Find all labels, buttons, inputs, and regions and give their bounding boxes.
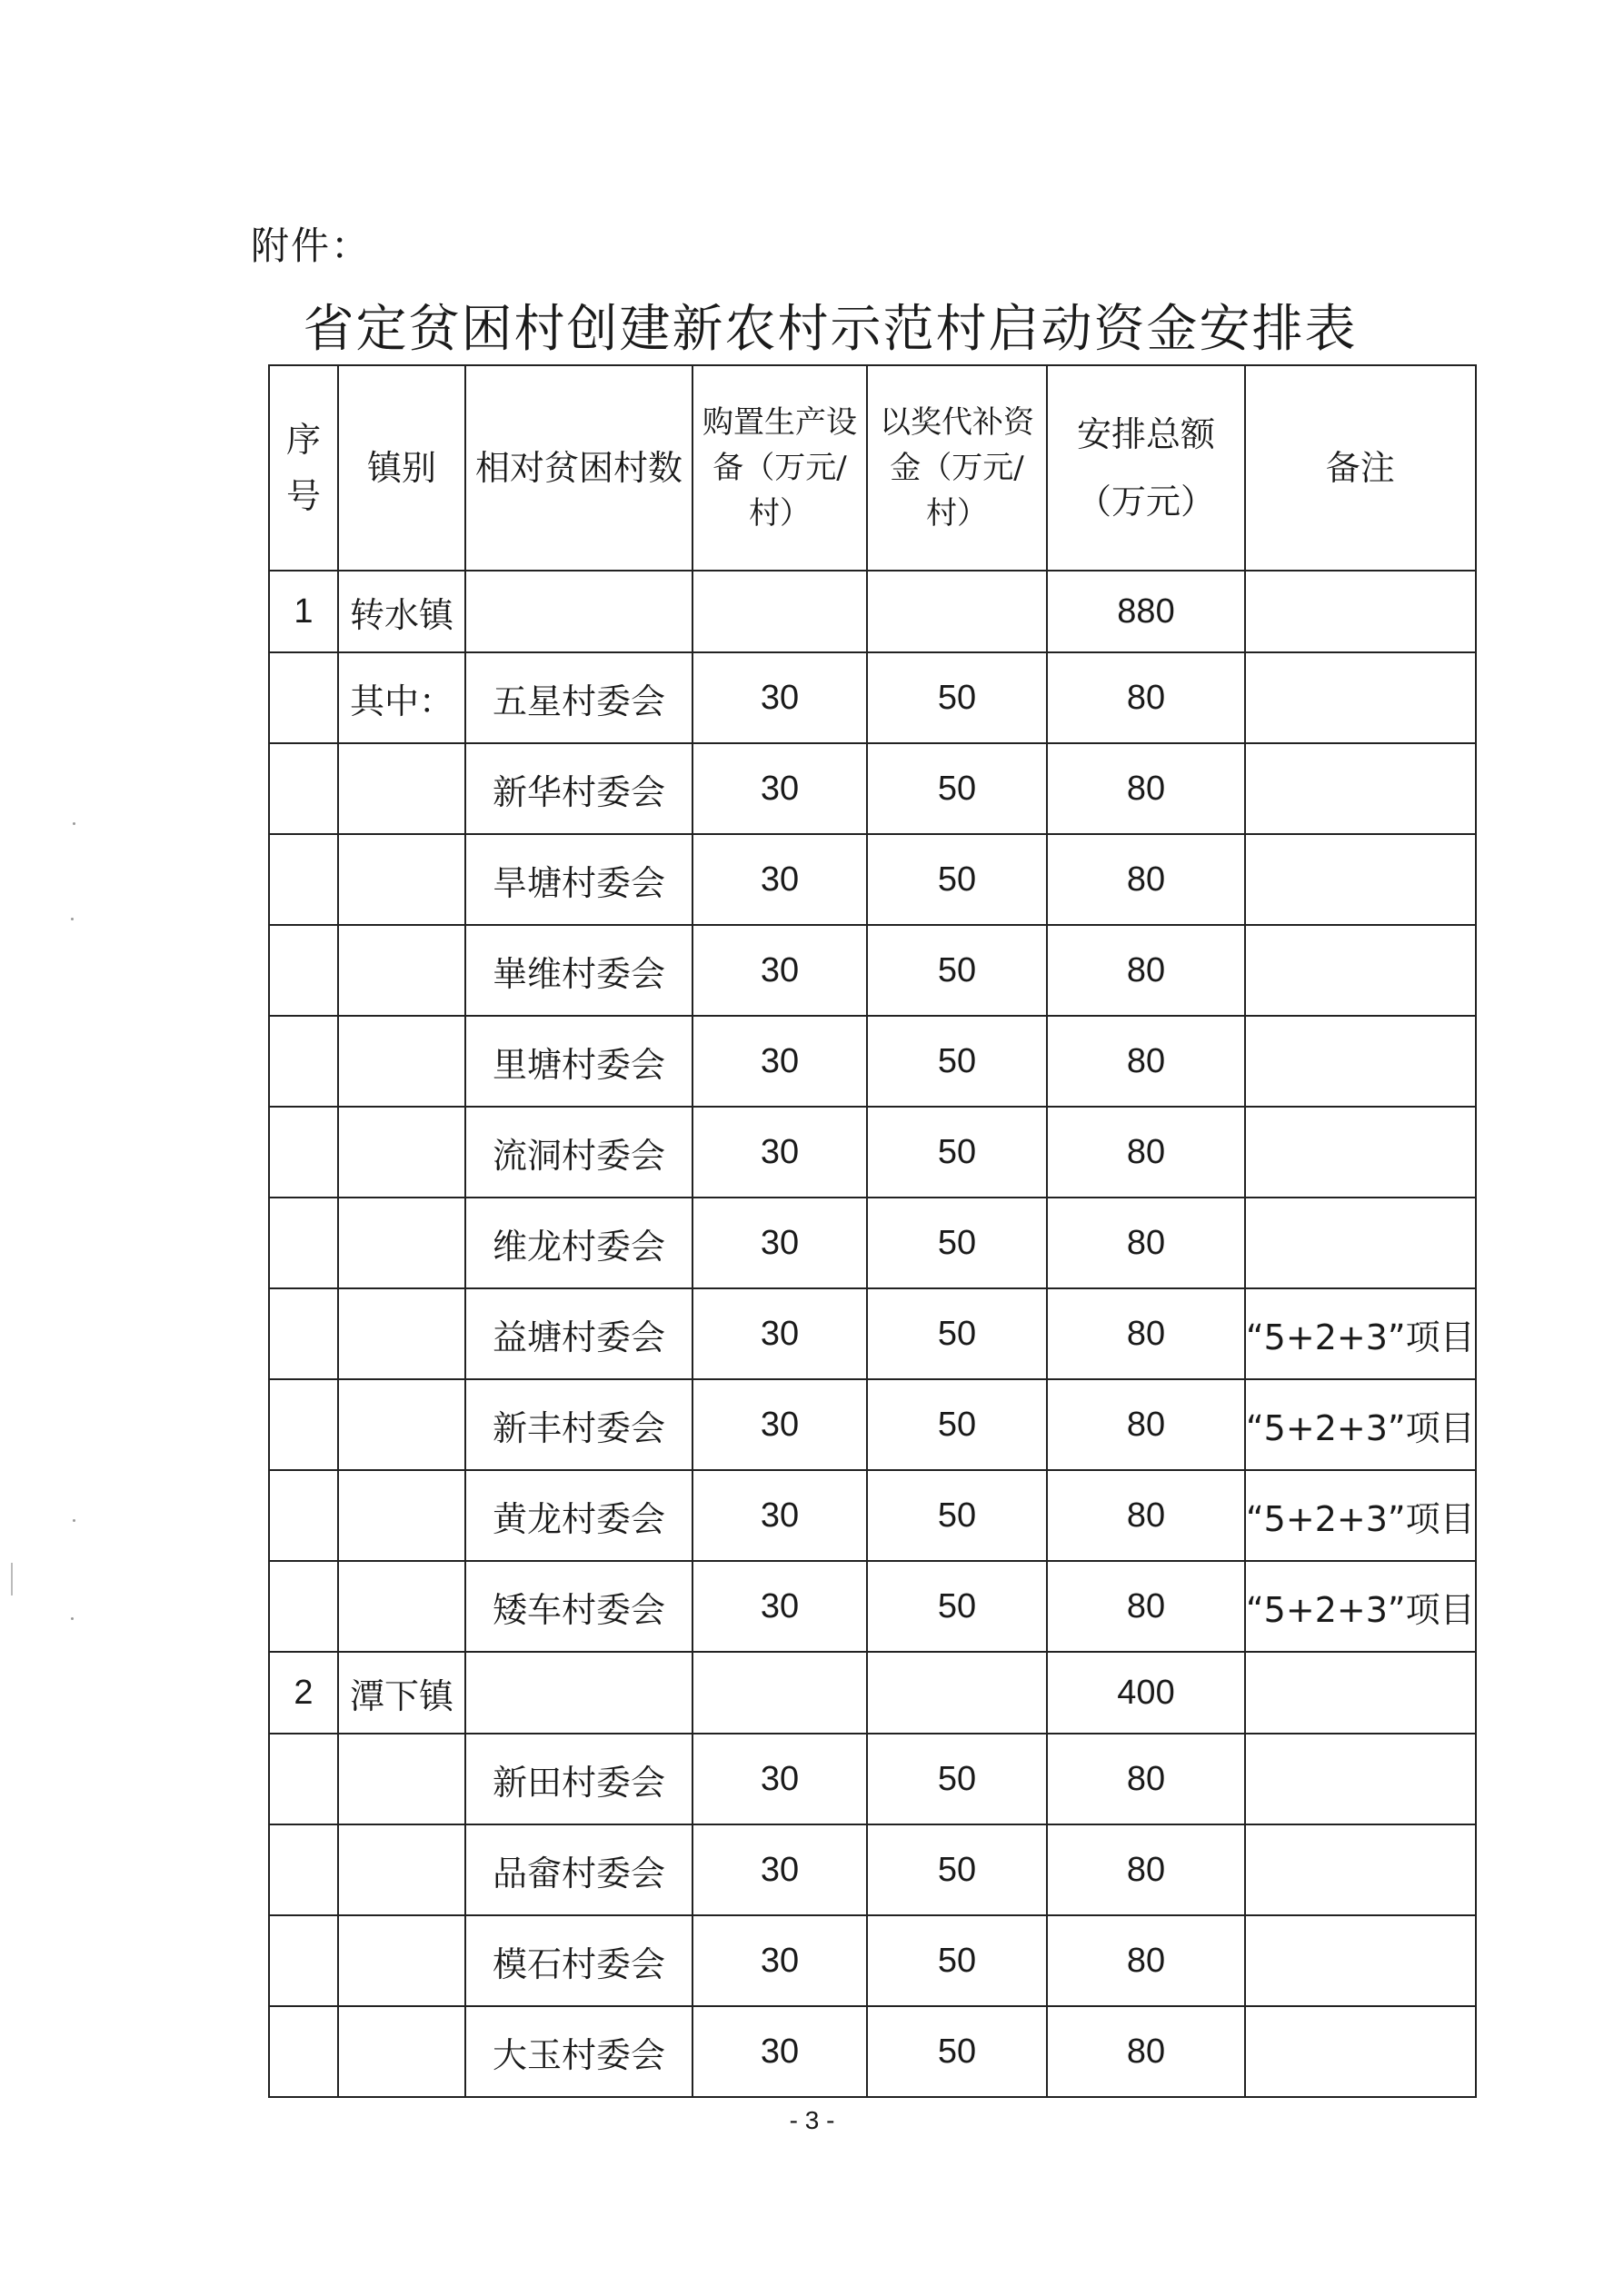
village-name-cell: 品畲村委会 [465, 1824, 692, 1915]
remark-cell [1245, 1734, 1476, 1824]
village-name-cell: 新田村委会 [465, 1734, 692, 1824]
remark-cell: “5+2+3”项目 [1245, 1470, 1476, 1561]
seq-cell: 1 [269, 571, 338, 652]
scan-mark [11, 1563, 13, 1595]
subtotal-label-cell: 其中： [338, 652, 465, 743]
total-cell: 880 [1047, 571, 1245, 652]
total-cell: 80 [1047, 834, 1245, 925]
village-name-cell: 五星村委会 [465, 652, 692, 743]
equipment-cell: 30 [692, 1561, 867, 1652]
subsidy-cell: 50 [867, 1734, 1047, 1824]
remark-cell [1245, 1915, 1476, 2006]
equipment-cell: 30 [692, 652, 867, 743]
seq-cell [269, 1561, 338, 1652]
village-name-cell: 新华村委会 [465, 743, 692, 834]
total-cell: 80 [1047, 743, 1245, 834]
equipment-cell: 30 [692, 1470, 867, 1561]
village-row [269, 1288, 1476, 1379]
subsidy-cell: 50 [867, 1824, 1047, 1915]
remark-cell [1245, 2006, 1476, 2097]
equipment-cell [692, 1652, 867, 1734]
seq-cell [269, 1824, 338, 1915]
seq-cell [269, 652, 338, 743]
total-cell: 80 [1047, 1379, 1245, 1470]
seq-cell [269, 1288, 338, 1379]
subsidy-cell: 50 [867, 743, 1047, 834]
equipment-cell: 30 [692, 743, 867, 834]
equipment-cell: 30 [692, 1824, 867, 1915]
subtotal-label-cell [338, 1107, 465, 1198]
village-row [269, 1734, 1476, 1824]
scan-speck [71, 1617, 74, 1620]
village-cell [465, 1652, 692, 1734]
total-cell: 80 [1047, 652, 1245, 743]
seq-cell [269, 834, 338, 925]
village-row [269, 1470, 1476, 1561]
village-row [269, 834, 1476, 925]
subsidy-cell: 50 [867, 1288, 1047, 1379]
equipment-cell: 30 [692, 1734, 867, 1824]
remark-cell: “5+2+3”项目 [1245, 1379, 1476, 1470]
subsidy-cell: 50 [867, 2006, 1047, 2097]
total-cell: 80 [1047, 1470, 1245, 1561]
funding-table [268, 364, 1477, 2098]
total-cell: 80 [1047, 1198, 1245, 1288]
subtotal-label-cell [338, 1016, 465, 1107]
village-row [269, 1198, 1476, 1288]
village-row [269, 1824, 1476, 1915]
town-row [269, 571, 1476, 652]
equipment-cell: 30 [692, 925, 867, 1016]
subsidy-cell: 50 [867, 925, 1047, 1016]
subtotal-label-cell [338, 1379, 465, 1470]
seq-cell [269, 1016, 338, 1107]
seq-cell [269, 1198, 338, 1288]
village-name-cell: 崋维村委会 [465, 925, 692, 1016]
remark-cell [1245, 1652, 1476, 1734]
equipment-cell: 30 [692, 1915, 867, 2006]
scan-speck [71, 918, 74, 920]
village-row [269, 1107, 1476, 1198]
remark-cell: “5+2+3”项目 [1245, 1561, 1476, 1652]
equipment-cell: 30 [692, 1379, 867, 1470]
seq-cell [269, 1379, 338, 1470]
village-row [269, 2006, 1476, 2097]
subtotal-label-cell [338, 1198, 465, 1288]
village-name-cell: 流洞村委会 [465, 1107, 692, 1198]
subtotal-label-cell [338, 834, 465, 925]
total-cell: 80 [1047, 1107, 1245, 1198]
seq-cell [269, 925, 338, 1016]
village-row [269, 925, 1476, 1016]
seq-cell [269, 2006, 338, 2097]
town-cell: 潭下镇 [338, 1652, 465, 1734]
seq-cell: 2 [269, 1652, 338, 1734]
subtotal-label-cell [338, 1734, 465, 1824]
header-subsidy: 以奖代补资金（万元/村） [867, 365, 1047, 571]
total-cell: 80 [1047, 1561, 1245, 1652]
attachment-label: 附件： [251, 224, 372, 268]
subsidy-cell: 50 [867, 1016, 1047, 1107]
equipment-cell: 30 [692, 2006, 867, 2097]
equipment-cell: 30 [692, 834, 867, 925]
village-name-cell: 黄龙村委会 [465, 1470, 692, 1561]
header-remark: 备注 [1245, 365, 1476, 571]
subtotal-label-cell [338, 1915, 465, 2006]
remark-cell [1245, 1198, 1476, 1288]
header-row [269, 365, 1476, 571]
village-row [269, 743, 1476, 834]
header-village: 相对贫困村数 [465, 365, 692, 571]
remark-cell [1245, 1107, 1476, 1198]
subtotal-label-cell [338, 2006, 465, 2097]
village-name-cell: 里塘村委会 [465, 1016, 692, 1107]
header-total: 安排总额（万元） [1047, 365, 1245, 571]
subtotal-label-cell [338, 1470, 465, 1561]
equipment-cell: 30 [692, 1107, 867, 1198]
equipment-cell: 30 [692, 1288, 867, 1379]
equipment-cell [692, 571, 867, 652]
header-equipment: 购置生产设备（万元/村） [692, 365, 867, 571]
subtotal-label-cell [338, 1561, 465, 1652]
remark-cell: “5+2+3”项目 [1245, 1288, 1476, 1379]
remark-cell [1245, 652, 1476, 743]
seq-cell [269, 1470, 338, 1561]
village-row [269, 652, 1476, 743]
remark-cell [1245, 571, 1476, 652]
village-row [269, 1561, 1476, 1652]
seq-cell [269, 1107, 338, 1198]
total-cell: 400 [1047, 1652, 1245, 1734]
town-row [269, 1652, 1476, 1734]
equipment-cell: 30 [692, 1198, 867, 1288]
town-cell: 转水镇 [338, 571, 465, 652]
subsidy-cell [867, 1652, 1047, 1734]
subsidy-cell: 50 [867, 1198, 1047, 1288]
subtotal-label-cell [338, 1288, 465, 1379]
village-name-cell: 维龙村委会 [465, 1198, 692, 1288]
subsidy-cell: 50 [867, 1915, 1047, 2006]
scan-speck [73, 1519, 75, 1522]
village-name-cell: 大玉村委会 [465, 2006, 692, 2097]
subtotal-label-cell [338, 925, 465, 1016]
village-row [269, 1016, 1476, 1107]
remark-cell [1245, 834, 1476, 925]
village-name-cell: 模石村委会 [465, 1915, 692, 2006]
subtotal-label-cell [338, 743, 465, 834]
total-cell: 80 [1047, 2006, 1245, 2097]
village-row [269, 1379, 1476, 1470]
remark-cell [1245, 925, 1476, 1016]
subsidy-cell: 50 [867, 1470, 1047, 1561]
subsidy-cell: 50 [867, 1107, 1047, 1198]
remark-cell [1245, 743, 1476, 834]
document-title: 省定贫困村创建新农村示范村启动资金安排表 [303, 300, 1358, 359]
seq-cell [269, 1915, 338, 2006]
equipment-cell: 30 [692, 1016, 867, 1107]
subsidy-cell: 50 [867, 834, 1047, 925]
page-number: - 3 - [789, 2106, 835, 2134]
table-body [269, 571, 1476, 2097]
total-cell: 80 [1047, 1016, 1245, 1107]
subsidy-cell: 50 [867, 652, 1047, 743]
village-cell [465, 571, 692, 652]
remark-cell [1245, 1824, 1476, 1915]
subtotal-label-cell [338, 1824, 465, 1915]
remark-cell [1245, 1016, 1476, 1107]
seq-cell [269, 743, 338, 834]
subsidy-cell: 50 [867, 1561, 1047, 1652]
header-town: 镇别 [338, 365, 465, 571]
village-name-cell: 矮车村委会 [465, 1561, 692, 1652]
village-name-cell: 旱塘村委会 [465, 834, 692, 925]
village-row [269, 1915, 1476, 2006]
village-name-cell: 益塘村委会 [465, 1288, 692, 1379]
header-seq: 序号 [269, 365, 338, 571]
subsidy-cell [867, 571, 1047, 652]
seq-cell [269, 1734, 338, 1824]
subsidy-cell: 50 [867, 1379, 1047, 1470]
total-cell: 80 [1047, 1824, 1245, 1915]
scan-speck [73, 822, 75, 825]
village-name-cell: 新丰村委会 [465, 1379, 692, 1470]
total-cell: 80 [1047, 1288, 1245, 1379]
total-cell: 80 [1047, 925, 1245, 1016]
total-cell: 80 [1047, 1734, 1245, 1824]
total-cell: 80 [1047, 1915, 1245, 2006]
